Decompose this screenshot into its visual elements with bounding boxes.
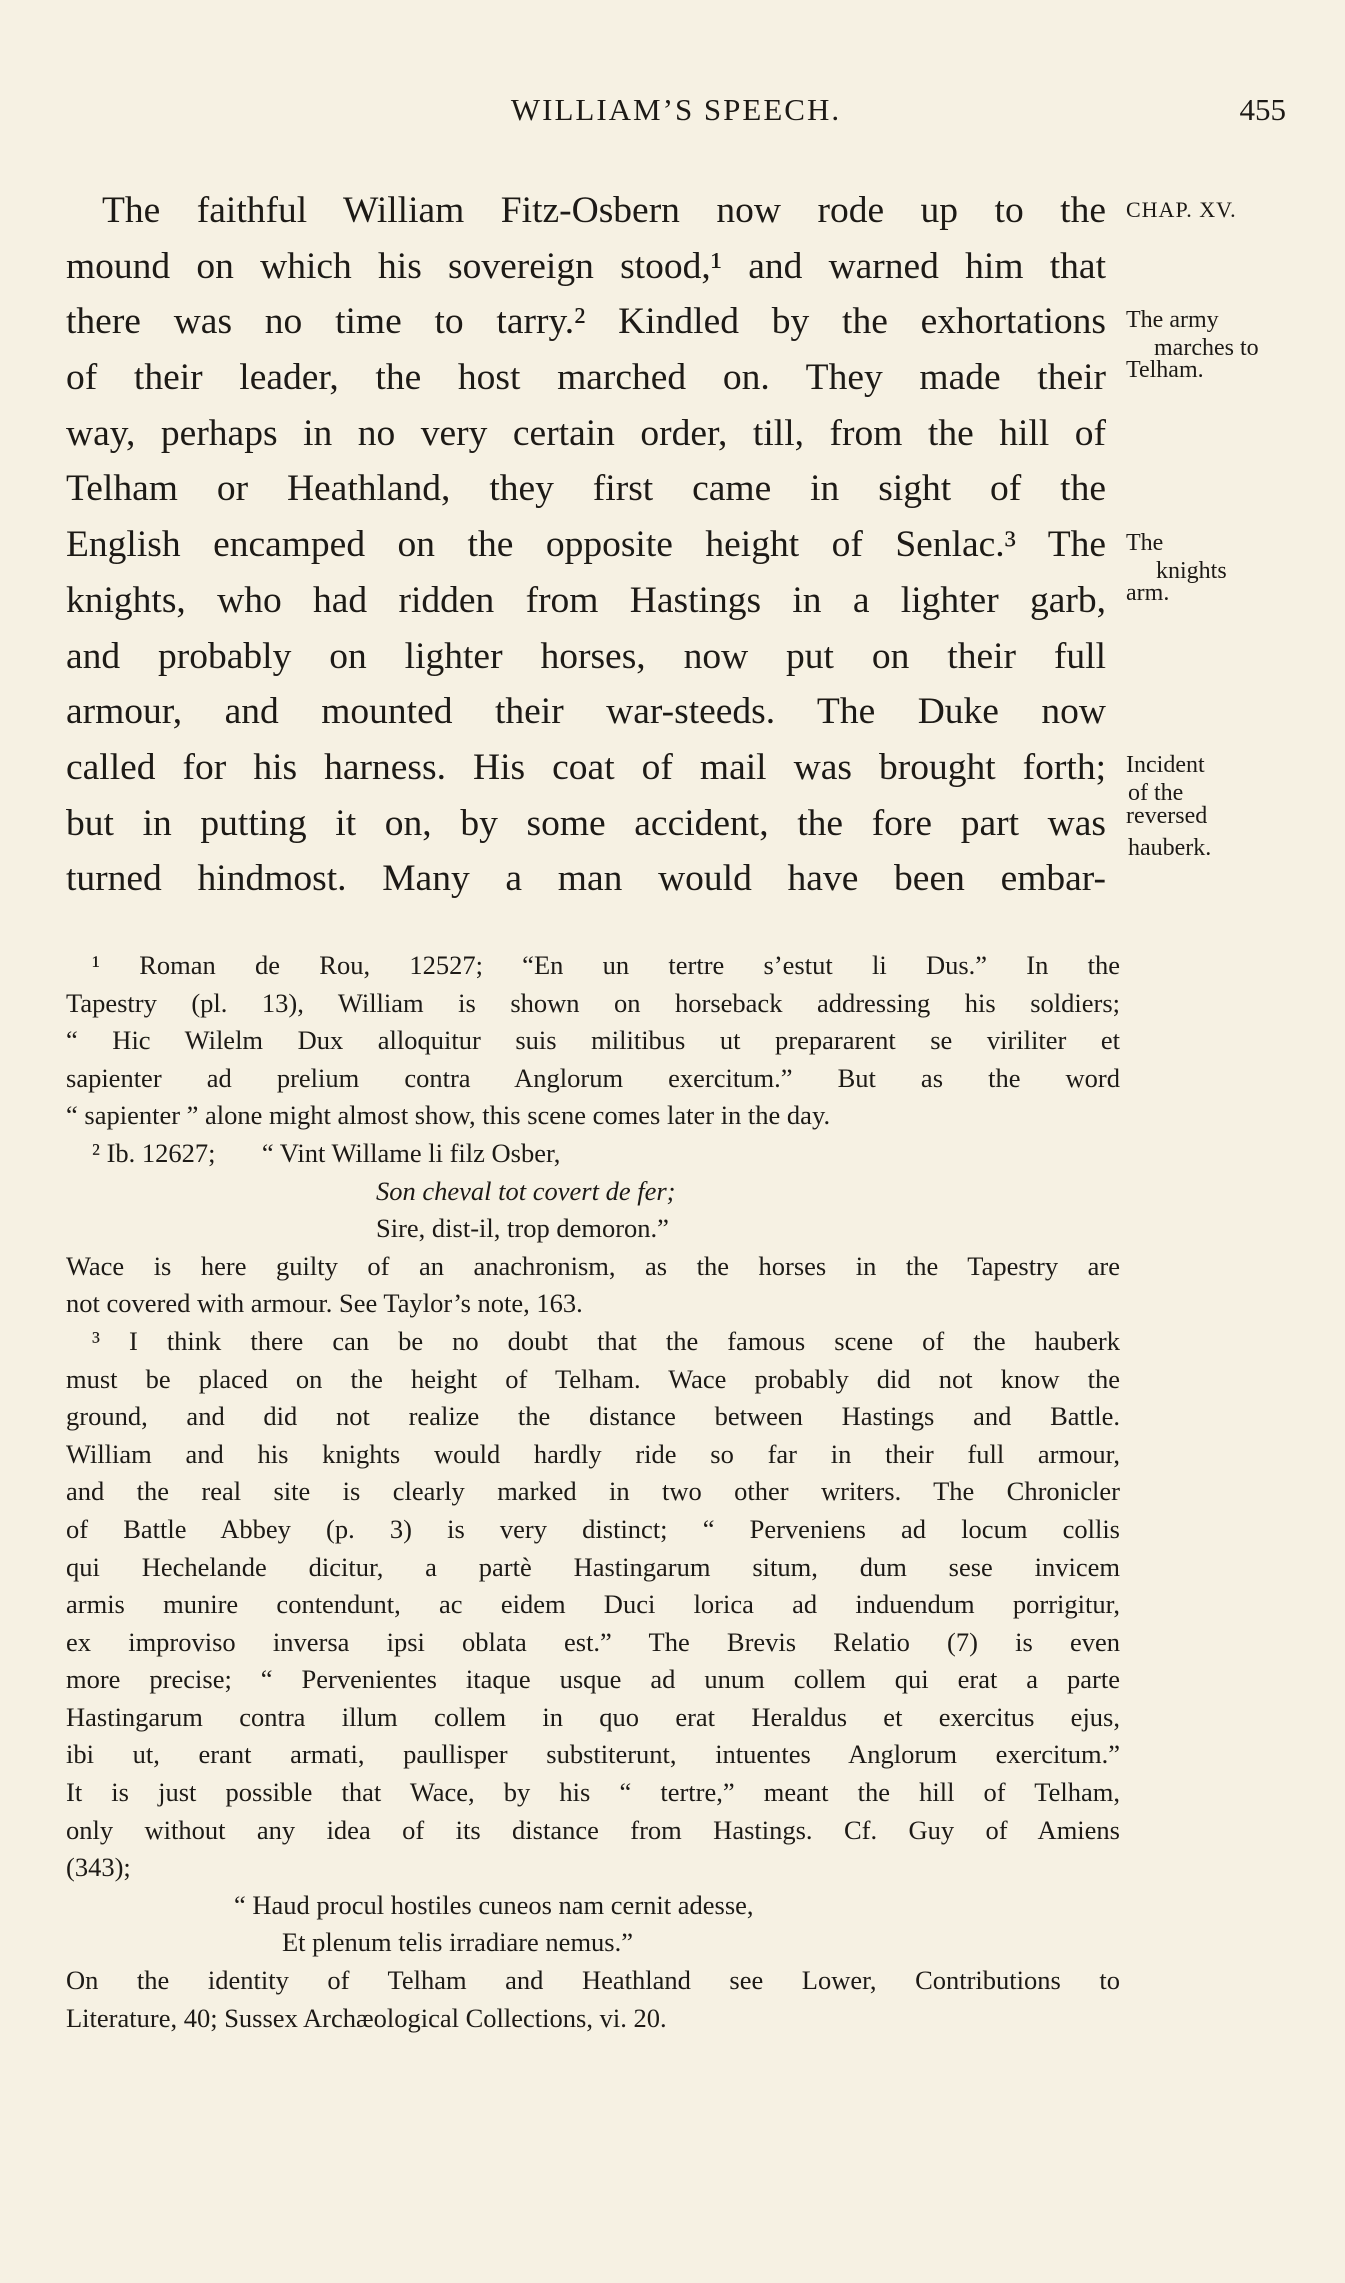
body-text — [66, 183, 1106, 907]
page-number: 455 — [1239, 92, 1286, 127]
footnote-line: ³ I think there can be no doubt that the famous scene of the hauberk — [92, 1325, 1120, 1356]
footnote-line: ground, and did not realize the distance between Hastings and Battle. — [66, 1401, 1120, 1432]
margin-note-line: knights — [1156, 558, 1227, 584]
body-line: and probably on lighter horses, now put on their full — [66, 635, 1106, 677]
body-line: mound on which his sovereign stood,¹ and warned him that — [66, 245, 1106, 287]
body-line: Telham or Heathland, they first came in sight of the — [66, 468, 1106, 510]
margin-note-line: The army — [1126, 307, 1219, 333]
footnote-line: ¹ Roman de Rou, 12527; “En un tertre s’estut li Dus.” In the — [92, 950, 1120, 980]
footnote-line: and the real site is clearly marked in two other writers. The Chronicler — [66, 1476, 1120, 1507]
margin-note-line: The — [1126, 530, 1164, 556]
footnote-line: sapienter ad prelium contra Anglorum exercitum.” But as the word — [66, 1062, 1120, 1093]
margin-note-line: of the — [1128, 780, 1184, 806]
footnote-line: Tapestry (pl. 13), William is shown on horseback addressing his soldiers; — [66, 987, 1120, 1018]
footnote-line: Wace is here guilty of an anachronism, as the horses in the Tapestry are — [66, 1250, 1120, 1281]
footnote-line: must be placed on the height of Telham. Wace probably did not know the — [66, 1363, 1120, 1394]
footnote-line: more precise; “ Pervenientes itaque usque ad unum collem qui erat a parte — [66, 1664, 1120, 1695]
body-line: armour, and mounted their war-steeds. The Duke now — [66, 691, 1106, 733]
footnote-line: (343); — [66, 1852, 131, 1883]
footnote-line: “ Hic Wilelm Dux alloquitur suis militibus ut prepararent se viriliter et — [66, 1025, 1120, 1056]
margin-note-line: Incident — [1126, 752, 1205, 778]
body-line: knights, who had ridden from Hastings in a lighter garb, — [66, 579, 1106, 621]
footnotes — [66, 947, 1120, 2037]
footnote-line: William and his knights would hardly ride so far in their full armour, — [66, 1438, 1120, 1469]
footnote-line: “ sapienter ” alone might almost show, this scene comes later in the day. — [66, 1100, 831, 1131]
body-line: of their leader, the host marched on. They made their — [66, 357, 1106, 399]
body-line: called for his harness. His coat of mail was brought forth; — [66, 746, 1106, 788]
margin-note-line: arm. — [1126, 580, 1170, 606]
body-line: The faithful William Fitz-Osbern now rode up to the — [102, 190, 1106, 231]
running-title: WILLIAM’S SPEECH. — [510, 92, 842, 127]
footnote-line: not covered with armour. See Taylor’s note, 163. — [66, 1288, 583, 1319]
footnote-line: armis munire contendunt, ac eidem Duci lorica ad induendum porrigitur, — [66, 1589, 1120, 1620]
running-head — [66, 92, 1286, 142]
footnote-line: Hastingarum contra illum collem in quo erat Heraldus et exercitus ejus, — [66, 1701, 1120, 1732]
margin-note-line: reversed — [1126, 803, 1208, 829]
margin-chapter: CHAP. XV. — [1126, 197, 1237, 222]
footnote-line: On the identity of Telham and Heathland see Lower, Contributions to — [66, 1965, 1120, 1996]
margin-note-line: marches to — [1154, 335, 1259, 361]
footnote-line: ex improviso inversa ipsi oblata est.” The Brevis Relatio (7) is even — [66, 1626, 1120, 1657]
footnote-line: “ Haud procul hostiles cuneos nam cernit adesse, — [234, 1889, 754, 1920]
margin-note-line: Telham. — [1126, 357, 1204, 383]
body-line: way, perhaps in no very certain order, till, from the hill of — [66, 412, 1106, 454]
body-line: but in putting it on, by some accident, the fore part was — [66, 802, 1106, 844]
footnote-line: ² Ib. 12627; “ Vint Willame li filz Osber, — [92, 1137, 561, 1168]
body-line: turned hindmost. Many a man would have been embar- — [66, 858, 1106, 900]
footnote-line: only without any idea of its distance from Hastings. Cf. Guy of Amiens — [66, 1814, 1120, 1845]
footnote-line: It is just possible that Wace, by his “ tertre,” meant the hill of Telham, — [66, 1777, 1120, 1808]
footnote-line: qui Hechelande dicitur, a partè Hastingarum situm, dum sese invicem — [66, 1551, 1120, 1582]
footnote-line: of Battle Abbey (p. 3) is very distinct; “ Perveniens ad locum collis — [66, 1513, 1120, 1544]
footnote-line: Et plenum telis irradiare nemus.” — [282, 1927, 634, 1958]
footnote-line: ibi ut, erant armati, paullisper substiterunt, intuentes Anglorum exercitum.” — [66, 1739, 1120, 1770]
margin-note-line: hauberk. — [1128, 835, 1212, 861]
footnote-line: Literature, 40; Sussex Archæological Collections, vi. 20. — [66, 2002, 667, 2033]
body-line: there was no time to tarry.² Kindled by the exhortations — [66, 301, 1106, 343]
footnote-line: Son cheval tot covert de fer; — [376, 1175, 676, 1206]
footnote-line: Sire, dist-il, trop demoron.” — [376, 1213, 669, 1244]
body-line: English encamped on the opposite height of Senlac.³ The — [66, 524, 1106, 566]
